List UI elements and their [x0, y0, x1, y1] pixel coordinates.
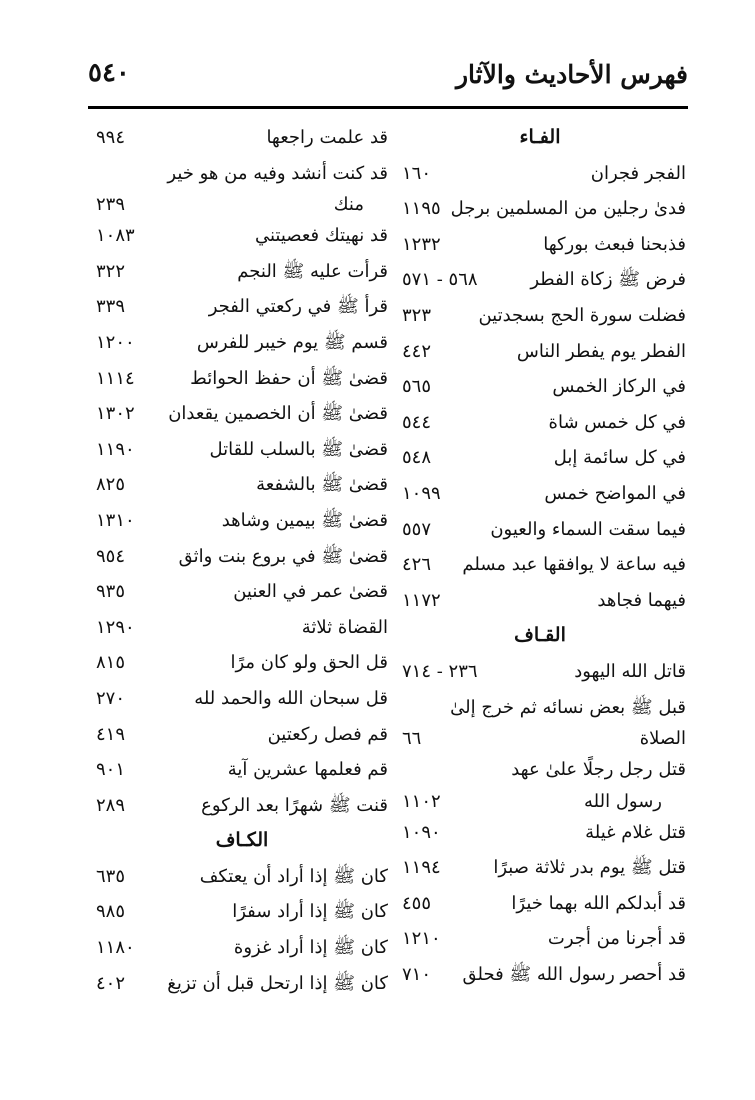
entry-text: قنت ﷺ شهرًا بعد الركوع: [201, 794, 388, 816]
index-entry: [96, 894, 388, 930]
entry-page-number: ١١٩٠: [96, 438, 135, 460]
entry-text: فيه ساعة لا يوافقها عبد مسلم: [462, 554, 686, 576]
entry-text: قرأ ﷺ في ركعتي الفجر: [208, 296, 388, 318]
entry-text: قضىٰ ﷺ بيمين وشاهد: [221, 509, 388, 531]
entry-page-number: ١١٩٤: [402, 857, 441, 879]
entry-page-number: ١٣١٠: [96, 509, 135, 531]
entry-page-number: ١٠٩٠: [402, 821, 441, 843]
entry-page-number: ١١٠٢: [402, 790, 441, 812]
entry-text: قاتل الله اليهود: [574, 660, 686, 682]
index-entry: [96, 539, 388, 575]
entry-page-number: ٢٣٦ - ٧١٤: [402, 660, 478, 682]
entry-page-number: ٧١٠: [402, 964, 432, 986]
entry-text: قرأت عليه ﷺ النجم: [237, 260, 388, 282]
entry-text: منك: [333, 194, 364, 216]
entry-text: فضلت سورة الحج بسجدتين: [478, 304, 686, 326]
entry-text: في المواضح خمس: [544, 482, 686, 504]
index-entry: [394, 583, 686, 619]
entry-text: قبل ﷺ بعض نسائه ثم خرج إلىٰ: [450, 696, 686, 718]
entry-text: قد أبدلكم الله بهما خيرًا: [511, 892, 686, 914]
entry-page-number: ١١٧٢: [402, 589, 441, 611]
entry-text: في الركاز الخمس: [552, 376, 686, 398]
entry-page-number: ٢٧٠: [96, 687, 126, 709]
index-entry: [394, 957, 686, 993]
entry-page-number: ٥٦٥: [402, 376, 432, 398]
index-entry: [394, 262, 686, 298]
entry-text: قسم ﷺ يوم خيبر للفرس: [196, 331, 388, 353]
entry-text: الفجر فجران: [590, 162, 686, 184]
entry-page-number: ١١٩٥: [402, 198, 441, 220]
entry-text: قد أحصر رسول الله ﷺ فحلق: [462, 964, 686, 986]
section-heading: الكـاف: [215, 829, 269, 852]
index-entry: [96, 645, 388, 681]
entry-text: الفطر يوم يفطر الناس: [516, 340, 686, 362]
index-entry: [394, 690, 686, 726]
entry-page-number: ١٣٠٢: [96, 403, 135, 425]
index-entry: [394, 369, 686, 405]
entry-text: فيما سقت السماء والعيون: [490, 518, 686, 540]
section-heading: الفـاء: [519, 126, 561, 148]
index-entry: [96, 254, 388, 290]
entry-text: فذبحنا فبعث بوركها: [543, 233, 686, 255]
entry-page-number: ٩٣٥: [96, 581, 126, 603]
entry-text: كان ﷺ إذا ارتحل قبل أن تزيغ: [167, 972, 388, 994]
index-entry: [394, 752, 686, 788]
entry-text: قد كنت أنشد وفيه من هو خير: [167, 162, 388, 184]
entry-page-number: ٢٣٩: [96, 194, 126, 216]
index-entry: [394, 547, 686, 583]
index-entry: [394, 440, 686, 476]
index-entry: [96, 966, 388, 1002]
header-rule: [88, 106, 688, 109]
entry-page-number: ٩٠١: [96, 759, 126, 781]
entry-page-number: ٦٣٥: [96, 865, 126, 887]
entry-text: قم فصل ركعتين: [267, 723, 388, 745]
entry-page-number: ١٦٠: [402, 162, 432, 184]
index-entry: [394, 512, 686, 548]
index-entry: [96, 325, 388, 361]
index-entry: [96, 930, 388, 966]
entry-text: قضىٰ ﷺ بالشفعة: [256, 474, 388, 496]
index-entry: [96, 574, 388, 610]
index-entry: [394, 921, 686, 957]
entry-page-number: ٥٦٨ - ٥٧١: [402, 269, 478, 291]
entry-text: قتل ﷺ يوم بدر ثلاثة صبرًا: [493, 857, 686, 879]
entry-text: قضىٰ عمر في العنين: [233, 581, 388, 603]
entry-page-number: ١٢١٠: [402, 928, 441, 950]
index-entry: [394, 886, 686, 922]
entry-text: قد نهيتك فعصيتني: [254, 225, 388, 247]
index-entry: [96, 788, 388, 824]
running-title: فهرس الأحاديث والآثار: [455, 60, 688, 89]
index-entry: [394, 476, 686, 512]
index-column-right: [394, 120, 686, 993]
entry-page-number: ٥٤٨: [402, 447, 432, 469]
entry-page-number: ٢٨٩: [96, 794, 126, 816]
entry-page-number: ١٢٩٠: [96, 616, 135, 638]
entry-text: في كل سائمة إبل: [553, 447, 686, 469]
entry-page-number: ٣٣٩: [96, 296, 126, 318]
index-entry: [96, 289, 388, 325]
entry-page-number: ١٢٣٢: [402, 233, 441, 255]
index-entry: [96, 859, 388, 895]
index-entry: [96, 361, 388, 397]
entry-text: كان ﷺ إذا أراد أن يعتكف: [199, 865, 388, 887]
index-entry: [96, 503, 388, 539]
entry-text: في كل خمس شاة: [548, 411, 686, 433]
index-entry: [96, 191, 388, 218]
entry-page-number: ١١٨٠: [96, 937, 135, 959]
index-entry: [394, 725, 686, 752]
entry-text: كان ﷺ إذا أراد غزوة: [233, 937, 388, 959]
entry-text: الصلاة: [639, 728, 686, 750]
index-entry: [96, 156, 388, 192]
index-entry: [96, 218, 388, 254]
index-entry: [96, 681, 388, 717]
entry-text: قضىٰ ﷺ بالسلب للقاتل: [209, 438, 388, 460]
index-entry: [96, 467, 388, 503]
index-entry: [394, 298, 686, 334]
entry-page-number: ١٢٠٠: [96, 331, 135, 353]
entry-text: كان ﷺ إذا أراد سفرًا: [232, 901, 388, 923]
entry-page-number: ١٠٩٩: [402, 482, 441, 504]
entry-page-number: ٨١٥: [96, 652, 126, 674]
entry-page-number: ٣٢٣: [402, 304, 432, 326]
entry-page-number: ٩٥٤: [96, 545, 126, 567]
entry-page-number: ٣٢٢: [96, 260, 126, 282]
entry-page-number: ١١١٤: [96, 367, 135, 389]
entry-text: القضاة ثلاثة: [301, 616, 388, 638]
index-entry: [394, 815, 686, 851]
index-entry: [96, 432, 388, 468]
page-header: [88, 58, 688, 98]
index-entry: [394, 405, 686, 441]
index-entry: [394, 334, 686, 370]
entry-text: قضىٰ ﷺ في بروع بنت واثق: [178, 545, 388, 567]
entry-text: قتل رجل رجلًا علىٰ عهد: [511, 759, 686, 781]
entry-text: قد أجرنا من أجرت: [547, 928, 686, 950]
index-entry: [96, 610, 388, 646]
index-entry: [394, 654, 686, 690]
section-heading: القـاف: [514, 624, 566, 647]
entry-text: قد علمت راجعها: [266, 127, 388, 148]
entry-text: قل سبحان الله والحمد لله: [194, 687, 388, 709]
index-column-left: [96, 120, 388, 1001]
entry-page-number: ١٠٨٣: [96, 225, 135, 247]
entry-text: قضىٰ ﷺ أن حفظ الحوائط: [190, 367, 388, 389]
entry-text: فدىٰ رجلين من المسلمين برجل: [450, 198, 686, 220]
index-entry: [96, 752, 388, 788]
index-entry: [96, 396, 388, 432]
entry-text: قتل غلام غيلة: [585, 821, 686, 843]
entry-page-number: ٦٦: [402, 728, 422, 750]
index-entry: [96, 120, 388, 156]
entry-text: فيهما فجاهد: [597, 589, 686, 611]
entry-page-number: ٤٤٢: [402, 340, 432, 362]
entry-text: قم فعلمها عشرين آية: [227, 759, 388, 781]
index-entry: [394, 850, 686, 886]
entry-text: فرض ﷺ زكاة الفطر: [530, 269, 686, 291]
entry-page-number: ٩٨٥: [96, 901, 126, 923]
entry-page-number: ٤٥٥: [402, 892, 432, 914]
index-entry: [394, 191, 686, 227]
index-entry: [394, 227, 686, 263]
entry-page-number: ٤٠٢: [96, 972, 126, 994]
index-entry: [96, 717, 388, 753]
entry-page-number: ٥٥٧: [402, 518, 432, 540]
index-entry: [394, 788, 686, 815]
entry-page-number: ٨٢٥: [96, 474, 126, 496]
entry-text: قل الحق ولو كان مرًا: [230, 652, 388, 674]
entry-page-number: ٤٢٦: [402, 554, 432, 576]
entry-page-number: ٩٩٤: [96, 127, 126, 148]
index-entry: [394, 156, 686, 192]
entry-page-number: ٥٤٤: [402, 411, 432, 433]
page-number: ٥٤٠: [88, 58, 130, 88]
entry-text: رسول الله: [584, 790, 662, 812]
entry-text: قضىٰ ﷺ أن الخصمين يقعدان: [168, 403, 388, 425]
entry-page-number: ٤١٩: [96, 723, 126, 745]
